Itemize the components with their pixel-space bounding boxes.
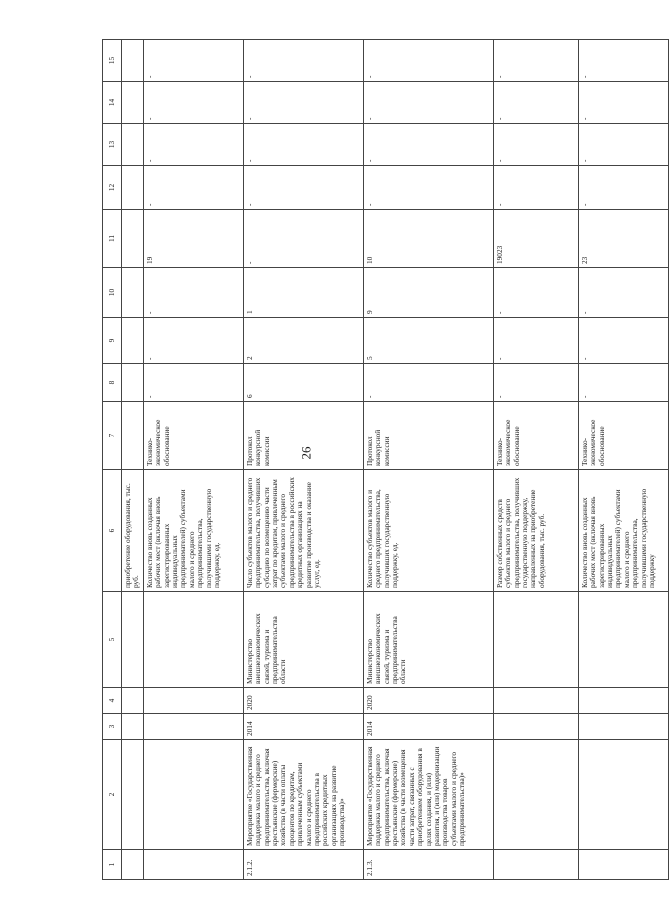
table-cell [493, 850, 578, 880]
table-row [122, 40, 144, 880]
column-header-2: 2 [103, 740, 122, 850]
table-cell: - [143, 364, 243, 402]
table-cell: - [143, 166, 243, 210]
table-cell: - [363, 82, 493, 124]
table-cell [122, 124, 144, 166]
table-cell: - [143, 124, 243, 166]
table-cell: - [578, 268, 668, 318]
table-cell: - [493, 318, 578, 364]
table-cell [122, 850, 144, 880]
table-cell: 10 [363, 210, 493, 268]
table-cell [143, 688, 243, 714]
table-cell: 19 [143, 210, 243, 268]
table-cell [122, 364, 144, 402]
column-header-1: 1 [103, 850, 122, 880]
column-header-12: 12 [103, 166, 122, 210]
table-cell: Технико-экономическое обоснование [493, 402, 578, 470]
column-header-13: 13 [103, 124, 122, 166]
column-header-7: 7 [103, 402, 122, 470]
table-cell [578, 714, 668, 740]
table-cell [122, 40, 144, 82]
column-header-3: 3 [103, 714, 122, 740]
table-cell: 2.1.2. [243, 850, 363, 880]
table-cell: - [143, 82, 243, 124]
table-cell: 23 [578, 210, 668, 268]
table-row [243, 40, 363, 880]
table-cell [122, 592, 144, 688]
column-header-6: 6 [103, 470, 122, 592]
table-cell: Протокол конкурсной комиссии [363, 402, 493, 470]
table-cell: - [578, 364, 668, 402]
table-cell: - [243, 210, 363, 268]
table-cell: Министерство внешнеэкономических связей, туризма и предпринимательства области [243, 592, 363, 688]
table-cell [493, 592, 578, 688]
table-cell: - [578, 166, 668, 210]
table-cell: Мероприятие «Государственная поддержка малого и среднего предпринимательства, включая крестьянские (фермерские) хозяйства (в части возмещения части затрат, связанных с приобретением оборудования в целях создания, и (или) развития, и (или) модернизации производства товаров субъектами малого и среднего предпринимательства)» [363, 740, 493, 850]
table-cell: 2.1.3. [363, 850, 493, 880]
table-cell: Количество вновь созданных рабочих мест (включая вновь зарегистрированных индивидуальных предпринимателей) субъектами малого и среднего предпринимательства, получившими государственную поддержку [578, 470, 668, 592]
table-cell: - [578, 40, 668, 82]
table-cell [578, 592, 668, 688]
header-row [103, 40, 122, 880]
table-cell: - [243, 40, 363, 82]
table-row [493, 40, 578, 880]
table-cell [122, 740, 144, 850]
table-cell: - [243, 82, 363, 124]
table-cell: 1 [243, 268, 363, 318]
table-cell [122, 268, 144, 318]
table-cell [143, 592, 243, 688]
table-cell: Число субъектов малого и среднего предпринимательства, получивших субсидию по возмещению части затрат по кредитам, привлеченным субъектами малого и среднего предпринимательства в российских кредитных организациях на развитие производства и оказание услуг, ед. [243, 470, 363, 592]
table-cell [122, 714, 144, 740]
page-number: 26 [298, 446, 314, 460]
table-cell: Технико-экономическое обоснование [578, 402, 668, 470]
table-cell [143, 850, 243, 880]
table-cell: - [493, 364, 578, 402]
table-cell: Мероприятие «Государственная поддержка малого и среднего предпринимательства, включая крестьянские (фермерские) хозяйства (в части оплаты процентов по кредитам, привлеченным субъектами малого и среднего предпринимательства в российских кредитных организациях на развитие производства)» [243, 740, 363, 850]
table-cell: 2020 [243, 688, 363, 714]
table-cell: Размер собственных средств субъектов малого и среднего предпринимательства, получивших государственную поддержку, направленных на приобретение оборудования, тыс. руб. [493, 470, 578, 592]
table-cell: - [243, 124, 363, 166]
table-row [578, 40, 668, 880]
table-cell: - [143, 40, 243, 82]
table-cell: - [493, 166, 578, 210]
table-cell [493, 714, 578, 740]
table-cell: - [363, 124, 493, 166]
table-cell: 6 [243, 364, 363, 402]
table-cell: Количество субъектов малого и среднего предпринимательства, получивших государственную поддержку, ед. [363, 470, 493, 592]
table-cell [578, 688, 668, 714]
table-cell: 9 [363, 268, 493, 318]
table-cell: 5 [363, 318, 493, 364]
column-header-4: 4 [103, 688, 122, 714]
table-cell: 2020 [363, 688, 493, 714]
table-cell: 19023 [493, 210, 578, 268]
table-cell [578, 850, 668, 880]
column-header-9: 9 [103, 318, 122, 364]
table-cell: - [493, 124, 578, 166]
table-cell: Количество вновь созданных рабочих мест (включая вновь зарегистрированных индивидуальных предпринимателей) субъектами малого и среднего предпринимательства, получившими государственную поддержку, ед. [143, 470, 243, 592]
column-header-11: 11 [103, 210, 122, 268]
table-cell [493, 688, 578, 714]
table-cell [122, 166, 144, 210]
table-cell [122, 82, 144, 124]
table-body [122, 40, 669, 880]
column-header-15: 15 [103, 40, 122, 82]
table-cell: приобретение оборудования, тыс. руб. [122, 470, 144, 592]
table-cell: - [143, 268, 243, 318]
column-header-5: 5 [103, 592, 122, 688]
table-row [363, 40, 493, 880]
table-cell: - [363, 364, 493, 402]
table-cell: 2014 [363, 714, 493, 740]
table-cell: - [578, 82, 668, 124]
indicator-table [102, 39, 669, 880]
table-cell: Технико-экономическое обоснование [143, 402, 243, 470]
column-header-14: 14 [103, 82, 122, 124]
table-cell: Протокол конкурсной комиссии [243, 402, 363, 470]
table-cell [122, 402, 144, 470]
table-cell: - [578, 124, 668, 166]
table-cell [493, 740, 578, 850]
column-header-10: 10 [103, 268, 122, 318]
table-cell: - [578, 318, 668, 364]
table-cell: - [143, 318, 243, 364]
table-cell: 2 [243, 318, 363, 364]
column-header-8: 8 [103, 364, 122, 402]
table-cell: - [493, 40, 578, 82]
table-cell: - [243, 166, 363, 210]
table-cell [122, 210, 144, 268]
table-cell [143, 714, 243, 740]
table-row [143, 40, 243, 880]
table-cell: 2014 [243, 714, 363, 740]
table-cell [122, 688, 144, 714]
table-cell [578, 740, 668, 850]
table-cell [122, 318, 144, 364]
table-cell: - [493, 82, 578, 124]
table-cell: - [493, 268, 578, 318]
table-cell: Министерство внешнеэкономических связей, туризма и предпринимательства области [363, 592, 493, 688]
table-cell: - [363, 40, 493, 82]
table-cell: - [363, 166, 493, 210]
table-cell [143, 740, 243, 850]
